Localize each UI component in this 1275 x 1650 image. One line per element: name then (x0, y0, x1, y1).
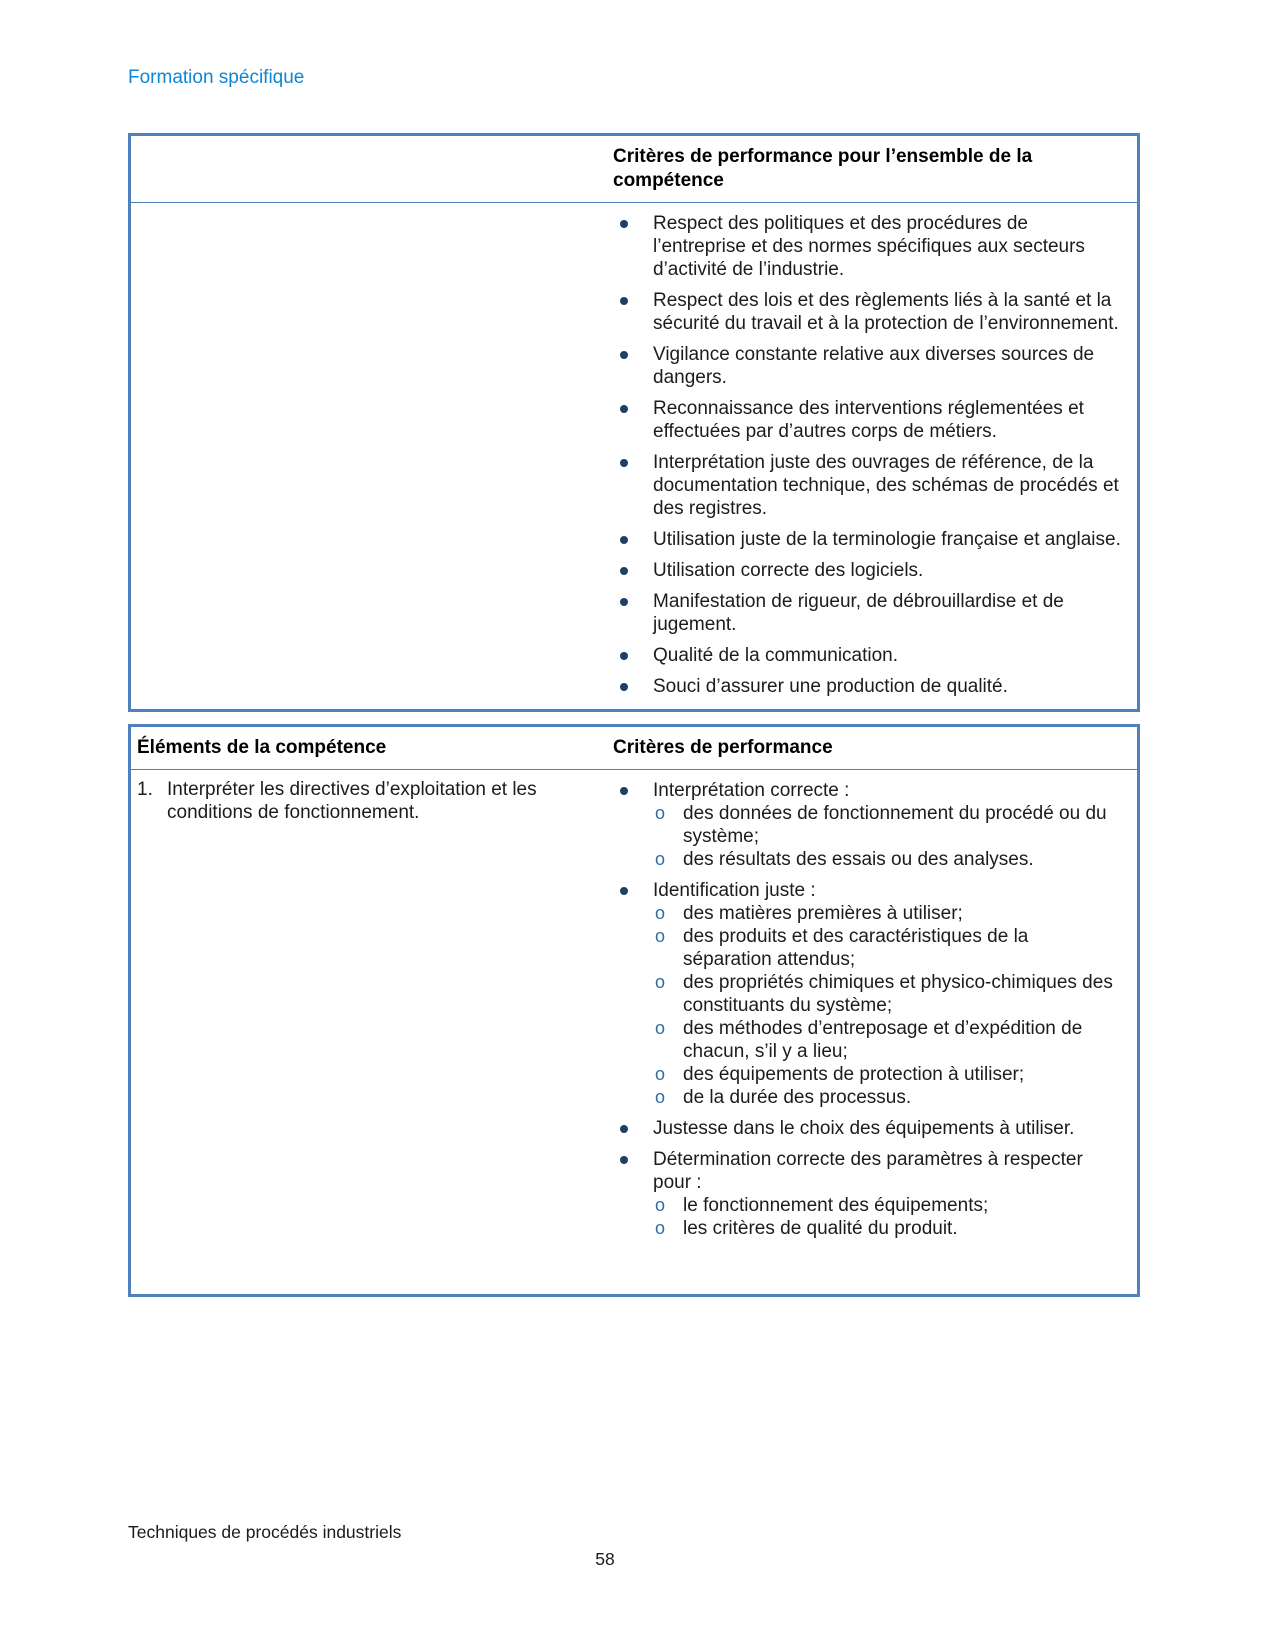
criterion-item (613, 528, 1121, 551)
criterion-item (613, 590, 1121, 636)
criterion-text: Identification juste : (653, 880, 816, 901)
section-label: Formation spécifique (128, 67, 305, 88)
criterion-text: Justesse dans le choix des équipements à utiliser. (653, 1118, 1075, 1139)
sub-criterion-item: o des matières premières à utiliser; (653, 902, 1121, 925)
criterion-text: Interprétation juste des ouvrages de référence, de la documentation technique, des schémas de procédés et des registres. (653, 452, 1119, 519)
criterion-text: Détermination correcte des paramètres à respecter pour : (653, 1149, 1083, 1193)
sub-criterion-item: o des produits et des caractéristiques de la séparation attendus; (653, 925, 1121, 971)
table1-body-left-cell (131, 203, 603, 709)
page-number: 58 (595, 1549, 615, 1569)
table2-body-criteria-cell (603, 770, 1137, 1294)
criterion-text: Manifestation de rigueur, de débrouillardise et de jugement. (653, 591, 1064, 635)
elements-criteria-table (128, 724, 1140, 1297)
table1-body-right-cell (603, 203, 1137, 709)
sub-criterion-item: o les critères de qualité du produit. (653, 1217, 1121, 1240)
sub-criteria-list (653, 802, 1121, 871)
criterion-item (613, 644, 1121, 667)
criterion-text: Souci d’assurer une production de qualité. (653, 676, 1008, 697)
criterion-text: Utilisation correcte des logiciels. (653, 560, 924, 581)
page-content (128, 133, 1140, 1297)
global-criteria-table (128, 133, 1140, 712)
sub-criterion-item: o des équipements de protection à utiliser; (653, 1063, 1121, 1086)
criterion-text: Respect des lois et des règlements liés à la santé et la sécurité du travail et à la protection de l’environnement. (653, 290, 1119, 334)
element-text: Interpréter les directives d’exploitation et les conditions de fonctionnement. (167, 779, 537, 823)
sub-criteria-list (653, 1194, 1121, 1240)
sub-criterion-item: o de la durée des processus. (653, 1086, 1121, 1109)
criterion-item (613, 1117, 1121, 1140)
criterion-item (613, 559, 1121, 582)
element-criteria-list (613, 779, 1121, 1240)
table2-header-elements: Éléments de la compétence (137, 737, 387, 758)
global-criteria-table-body-row (131, 203, 1137, 709)
global-criteria-table-header-row (131, 136, 1137, 203)
sub-criterion-item: o des résultats des essais ou des analyses. (653, 848, 1121, 871)
sub-criterion-item: o des données de fonctionnement du procédé ou du système; (653, 802, 1121, 848)
criterion-text: Qualité de la communication. (653, 645, 899, 666)
criterion-item (613, 397, 1121, 443)
criterion-text: Vigilance constante relative aux diverses sources de dangers. (653, 344, 1095, 388)
criterion-item (613, 343, 1121, 389)
criterion-item (613, 212, 1121, 281)
elements-criteria-table-body-row (131, 770, 1137, 1294)
sub-criteria-list (653, 902, 1121, 1109)
footer-program-title: Techniques de procédés industriels (128, 1522, 402, 1542)
criterion-text: Reconnaissance des interventions réglementées et effectuées par d’autres corps de métiers. (653, 398, 1084, 442)
criterion-text: Interprétation correcte : (653, 780, 850, 801)
criterion-item (613, 675, 1121, 698)
sub-criterion-item: o le fonctionnement des équipements; (653, 1194, 1121, 1217)
criterion-item (613, 451, 1121, 520)
table1-header-title: Critères de performance pour l’ensemble de la compétence (613, 146, 1033, 191)
global-criteria-list (613, 212, 1121, 698)
table2-body-element-cell (131, 770, 603, 1294)
criterion-item (613, 289, 1121, 335)
sub-criterion-item: o des méthodes d’entreposage et d’expédition de chacun, s’il y a lieu; (653, 1017, 1121, 1063)
criterion-text: Respect des politiques et des procédures de l’entreprise et des normes spécifiques aux secteurs d’activité de l’industrie. (653, 213, 1085, 280)
table1-header-left-cell (131, 136, 603, 202)
elements-criteria-table-header-row (131, 727, 1137, 770)
table2-header-criteria: Critères de performance (613, 737, 833, 758)
criterion-item (613, 879, 1121, 1109)
criterion-item (613, 779, 1121, 871)
criterion-item (613, 1148, 1121, 1240)
element-number: 1. (137, 779, 153, 800)
criterion-text: Utilisation juste de la terminologie française et anglaise. (653, 529, 1121, 550)
element-item (137, 778, 593, 824)
sub-criterion-item: o des propriétés chimiques et physico-chimiques des constituants du système; (653, 971, 1121, 1017)
